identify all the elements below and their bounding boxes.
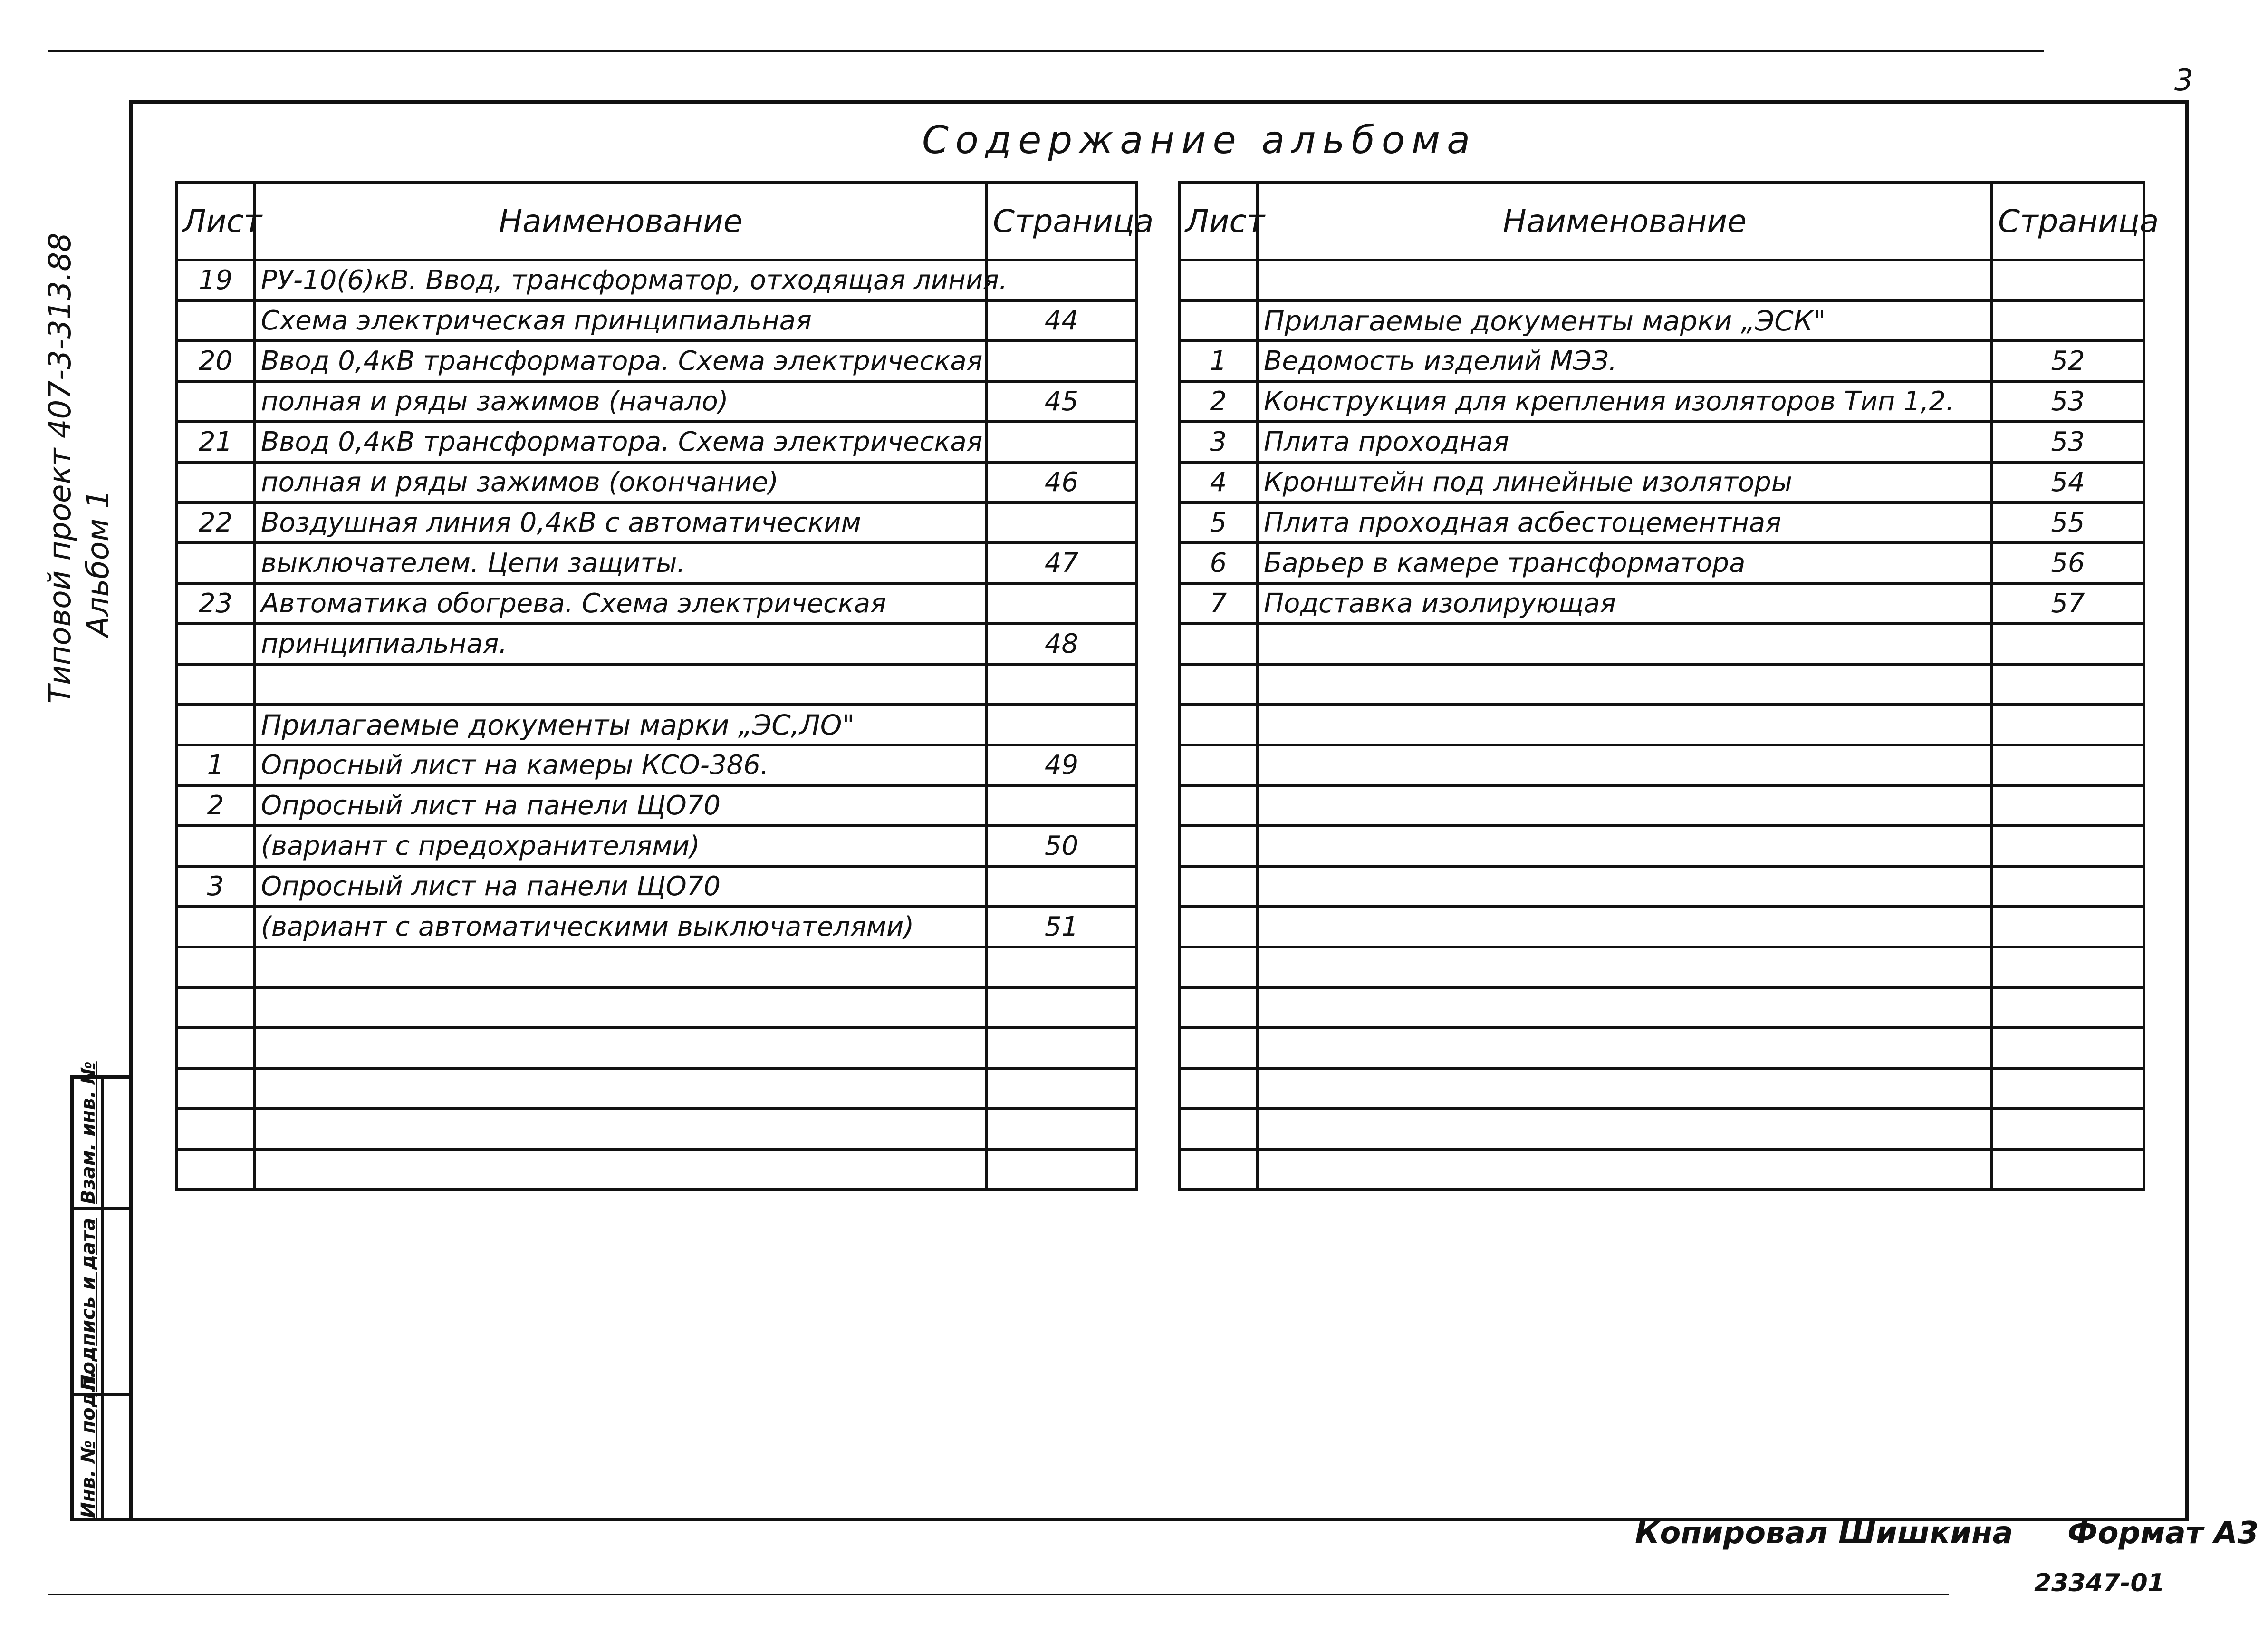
table-row <box>176 705 1136 745</box>
table-row <box>176 866 1136 907</box>
sheet-number-cell <box>1179 785 1258 826</box>
sheet-number-cell <box>176 543 255 583</box>
item-name-cell <box>255 1109 987 1149</box>
header-sheet: Лист <box>1179 182 1258 260</box>
sheet-number-cell: 21 <box>176 422 255 462</box>
bottom-guide-line <box>48 1594 1949 1595</box>
page-number-cell <box>1992 624 2144 664</box>
table-row <box>1179 1149 2144 1189</box>
page-number-cell <box>987 1068 1136 1109</box>
footer-signature <box>1635 1516 2258 1551</box>
item-name-cell: (вариант с предохранителями) <box>255 826 987 866</box>
page-number-cell: 55 <box>1992 503 2144 543</box>
page-number-cell: 47 <box>987 543 1136 583</box>
table-row <box>176 947 1136 987</box>
sheet-number-cell <box>1179 1149 1258 1189</box>
page-number-cell <box>987 866 1136 907</box>
page-number-cell: 45 <box>987 381 1136 422</box>
sheet-number-cell: 5 <box>1179 503 1258 543</box>
page-number-cell: 50 <box>987 826 1136 866</box>
page-number-cell: 44 <box>987 300 1136 341</box>
item-name-cell <box>1258 1149 1992 1189</box>
page-number-cell <box>1992 705 2144 745</box>
table-row <box>176 543 1136 583</box>
sheet-number-cell: 20 <box>176 341 255 381</box>
sheet-number-cell <box>1179 1068 1258 1109</box>
item-name-cell: принципиальная. <box>255 624 987 664</box>
project-side-label <box>43 181 162 704</box>
page-number-cell <box>987 1109 1136 1149</box>
sheet-number-cell <box>1179 866 1258 907</box>
table-row <box>176 503 1136 543</box>
table-row <box>1179 503 2144 543</box>
table-row <box>176 422 1136 462</box>
sheet-number-cell <box>1179 947 1258 987</box>
item-name-cell: Барьер в камере трансформатора <box>1258 543 1992 583</box>
page-number-cell <box>1992 1149 2144 1189</box>
item-name-cell <box>1258 1068 1992 1109</box>
item-name-cell <box>1258 785 1992 826</box>
page-number-cell: 57 <box>1992 583 2144 624</box>
doc-number: 23347-01 <box>2034 1569 2165 1597</box>
table-row <box>176 300 1136 341</box>
table-row <box>1179 947 2144 987</box>
page-number-cell: 51 <box>987 907 1136 947</box>
item-name-cell <box>1258 907 1992 947</box>
header-page: Страница <box>1992 182 2144 260</box>
table-row <box>1179 422 2144 462</box>
page-number-cell <box>987 987 1136 1028</box>
sheet-number-cell <box>176 907 255 947</box>
table-row <box>1179 583 2144 624</box>
stamp-label-replace-inv: Взам. инв. № <box>77 1061 99 1204</box>
page-number-cell <box>987 503 1136 543</box>
page-number-cell <box>1992 1028 2144 1068</box>
sheet-number-cell: 2 <box>176 785 255 826</box>
sheet-number-cell: 19 <box>176 260 255 300</box>
page-number-cell: 53 <box>1992 381 2144 422</box>
item-name-cell: Воздушная линия 0,4кВ с автоматическим <box>255 503 987 543</box>
table-row <box>1179 1109 2144 1149</box>
project-label-line2: Альбом 1 <box>81 489 116 637</box>
page-number-cell <box>987 1028 1136 1068</box>
sheet-number-cell: 1 <box>176 745 255 785</box>
stamp-cell-replace <box>74 1061 129 1210</box>
item-name-cell: полная и ряды зажимов (окончание) <box>255 462 987 503</box>
table-row <box>1179 745 2144 785</box>
page-number-cell <box>1992 947 2144 987</box>
format-label: Формат А3 <box>2067 1516 2259 1551</box>
table-row <box>1179 624 2144 664</box>
page-number-cell <box>987 705 1136 745</box>
item-name-cell <box>255 1068 987 1109</box>
item-name-cell: выключателем. Цепи защиты. <box>255 543 987 583</box>
item-name-cell <box>255 1149 987 1189</box>
header-name: Наименование <box>255 182 987 260</box>
sheet-number-cell <box>1179 705 1258 745</box>
sheet-number-cell <box>1179 826 1258 866</box>
stamp-label-sign-date: Подпись и дата <box>77 1218 99 1391</box>
sheet-number-cell: 23 <box>176 583 255 624</box>
sheet-number-cell: 1 <box>1179 341 1258 381</box>
sheet-number-cell <box>1179 260 1258 300</box>
table-row <box>1179 1068 2144 1109</box>
table-row <box>1179 341 2144 381</box>
sheet-number-cell <box>176 1149 255 1189</box>
top-guide-line <box>48 50 2044 52</box>
sheet-number-cell: 3 <box>1179 422 1258 462</box>
contents-table-right <box>1178 181 2159 1191</box>
table-row <box>1179 705 2144 745</box>
stamp-label-inv-num: Инв. № подл. <box>77 1371 99 1518</box>
table-row <box>1179 785 2144 826</box>
page-number-cell <box>987 1149 1136 1189</box>
page-number-cell <box>987 785 1136 826</box>
table-row <box>176 381 1136 422</box>
table-row <box>1179 866 2144 907</box>
page-number-cell <box>987 260 1136 300</box>
page-number-cell <box>1992 785 2144 826</box>
item-name-cell <box>1258 987 1992 1028</box>
item-name-cell <box>1258 260 1992 300</box>
item-name-cell: (вариант с автоматическими выключателями) <box>255 907 987 947</box>
item-name-cell <box>1258 866 1992 907</box>
sheet-number-cell <box>1179 1028 1258 1068</box>
item-name-cell: полная и ряды зажимов (начало) <box>255 381 987 422</box>
sheet-number-cell <box>176 1068 255 1109</box>
sheet-number-cell: 7 <box>1179 583 1258 624</box>
table-row <box>176 826 1136 866</box>
item-name-cell: Кронштейн под линейные изоляторы <box>1258 462 1992 503</box>
item-name-cell <box>1258 826 1992 866</box>
table-row <box>1179 1028 2144 1068</box>
sheet-number-cell <box>1179 300 1258 341</box>
table-header-row <box>1179 182 2144 260</box>
table-row <box>1179 381 2144 422</box>
table-row <box>176 1068 1136 1109</box>
table-row <box>1179 907 2144 947</box>
item-name-cell <box>1258 624 1992 664</box>
page-number-cell <box>1992 866 2144 907</box>
sheet-number-cell: 2 <box>1179 381 1258 422</box>
page-number-cell: 52 <box>1992 341 2144 381</box>
page-number-cell: 49 <box>987 745 1136 785</box>
item-name-cell <box>1258 745 1992 785</box>
page-number-cell: 46 <box>987 462 1136 503</box>
item-name-cell: Плита проходная <box>1258 422 1992 462</box>
table-row <box>1179 826 2144 866</box>
item-name-cell: РУ-10(6)кВ. Ввод, трансформатор, отходящая линия. <box>255 260 987 300</box>
page-number-cell <box>1992 1068 2144 1109</box>
sheet-number-cell <box>176 664 255 705</box>
page-number-cell <box>1992 745 2144 785</box>
sheet-number-cell <box>176 462 255 503</box>
table-row <box>176 260 1136 300</box>
page-number-cell <box>987 947 1136 987</box>
item-name-cell: Опросный лист на панели ЩО70 <box>255 785 987 826</box>
item-name-cell <box>255 1028 987 1068</box>
table-row <box>176 987 1136 1028</box>
page-number-cell <box>1992 664 2144 705</box>
item-name-cell: Ввод 0,4кВ трансформатора. Схема электрическая <box>255 341 987 381</box>
side-stamp <box>70 1061 129 1521</box>
sheet-number-cell <box>1179 987 1258 1028</box>
sheet-number-cell <box>176 826 255 866</box>
contents-table-left <box>175 181 1154 1191</box>
sheet-number-cell <box>1179 907 1258 947</box>
item-name-cell: Плита проходная асбестоцементная <box>1258 503 1992 543</box>
table-row <box>176 583 1136 624</box>
table-row <box>176 1109 1136 1149</box>
item-name-cell: Прилагаемые документы марки „ЭСК" <box>1258 300 1992 341</box>
sheet-number-cell <box>1179 745 1258 785</box>
item-name-cell: Опросный лист на панели ЩО70 <box>255 866 987 907</box>
item-name-cell <box>255 947 987 987</box>
item-name-cell <box>255 664 987 705</box>
header-page: Страница <box>987 182 1136 260</box>
stamp-cell-inv <box>74 1371 129 1521</box>
item-name-cell: Ведомость изделий МЭЗ. <box>1258 341 1992 381</box>
sheet-number-cell: 4 <box>1179 462 1258 503</box>
table-row <box>176 907 1136 947</box>
table-row <box>176 1028 1136 1068</box>
table-row <box>176 785 1136 826</box>
item-name-cell <box>255 987 987 1028</box>
table-row <box>176 462 1136 503</box>
sheet-number-cell <box>176 300 255 341</box>
sheet-number-cell <box>1179 1109 1258 1149</box>
page-number-cell <box>987 341 1136 381</box>
page-number: 3 <box>2174 63 2193 97</box>
page-number-cell <box>987 422 1136 462</box>
table-row <box>176 341 1136 381</box>
sheet-number-cell: 22 <box>176 503 255 543</box>
sheet-number-cell <box>1179 624 1258 664</box>
item-name-cell <box>1258 664 1992 705</box>
sheet-number-cell <box>176 987 255 1028</box>
page-number-cell <box>1992 300 2144 341</box>
sheet-number-cell <box>176 624 255 664</box>
stamp-cell-sign <box>74 1210 129 1396</box>
page-number-cell: 54 <box>1992 462 2144 503</box>
page-number-cell <box>1992 260 2144 300</box>
project-label-line1: Типовой проект 407-3-313.88 <box>43 232 78 704</box>
page-title: Содержание альбома <box>922 118 1477 162</box>
table-row <box>176 664 1136 705</box>
page-number-cell <box>1992 907 2144 947</box>
table-row <box>1179 543 2144 583</box>
table-row <box>176 745 1136 785</box>
sheet-number-cell <box>176 705 255 745</box>
table-row <box>1179 300 2144 341</box>
table-row <box>176 624 1136 664</box>
sheet-number-cell <box>176 381 255 422</box>
page-number-cell: 56 <box>1992 543 2144 583</box>
sheet-number-cell: 3 <box>176 866 255 907</box>
sheet-number-cell <box>176 1109 255 1149</box>
page-number-cell <box>1992 826 2144 866</box>
copied-by: Копировал Шишкина <box>1635 1516 2013 1551</box>
item-name-cell <box>1258 947 1992 987</box>
sheet-number-cell <box>176 1028 255 1068</box>
item-name-cell: Прилагаемые документы марки „ЭС,ЛО" <box>255 705 987 745</box>
page-number-cell <box>1992 987 2144 1028</box>
table-row <box>176 1149 1136 1189</box>
item-name-cell: Конструкция для крепления изоляторов Тип 1,2. <box>1258 381 1992 422</box>
header-name: Наименование <box>1258 182 1992 260</box>
item-name-cell: Автоматика обогрева. Схема электрическая <box>255 583 987 624</box>
sheet-number-cell <box>1179 664 1258 705</box>
item-name-cell <box>1258 1028 1992 1068</box>
page-number-cell: 48 <box>987 624 1136 664</box>
item-name-cell: Ввод 0,4кВ трансформатора. Схема электрическая <box>255 422 987 462</box>
table-row <box>1179 260 2144 300</box>
page-number-cell: 53 <box>1992 422 2144 462</box>
page-number-cell <box>987 583 1136 624</box>
item-name-cell: Подставка изолирующая <box>1258 583 1992 624</box>
table-row <box>1179 462 2144 503</box>
table-header-row <box>176 182 1136 260</box>
table-row <box>1179 987 2144 1028</box>
page-number-cell <box>987 664 1136 705</box>
page-number-cell <box>1992 1109 2144 1149</box>
sheet-number-cell: 6 <box>1179 543 1258 583</box>
sheet-number-cell <box>176 947 255 987</box>
header-sheet: Лист <box>176 182 255 260</box>
item-name-cell <box>1258 705 1992 745</box>
item-name-cell: Схема электрическая принципиальная <box>255 300 987 341</box>
item-name-cell <box>1258 1109 1992 1149</box>
item-name-cell: Опросный лист на камеры КСО-386. <box>255 745 987 785</box>
table-row <box>1179 664 2144 705</box>
